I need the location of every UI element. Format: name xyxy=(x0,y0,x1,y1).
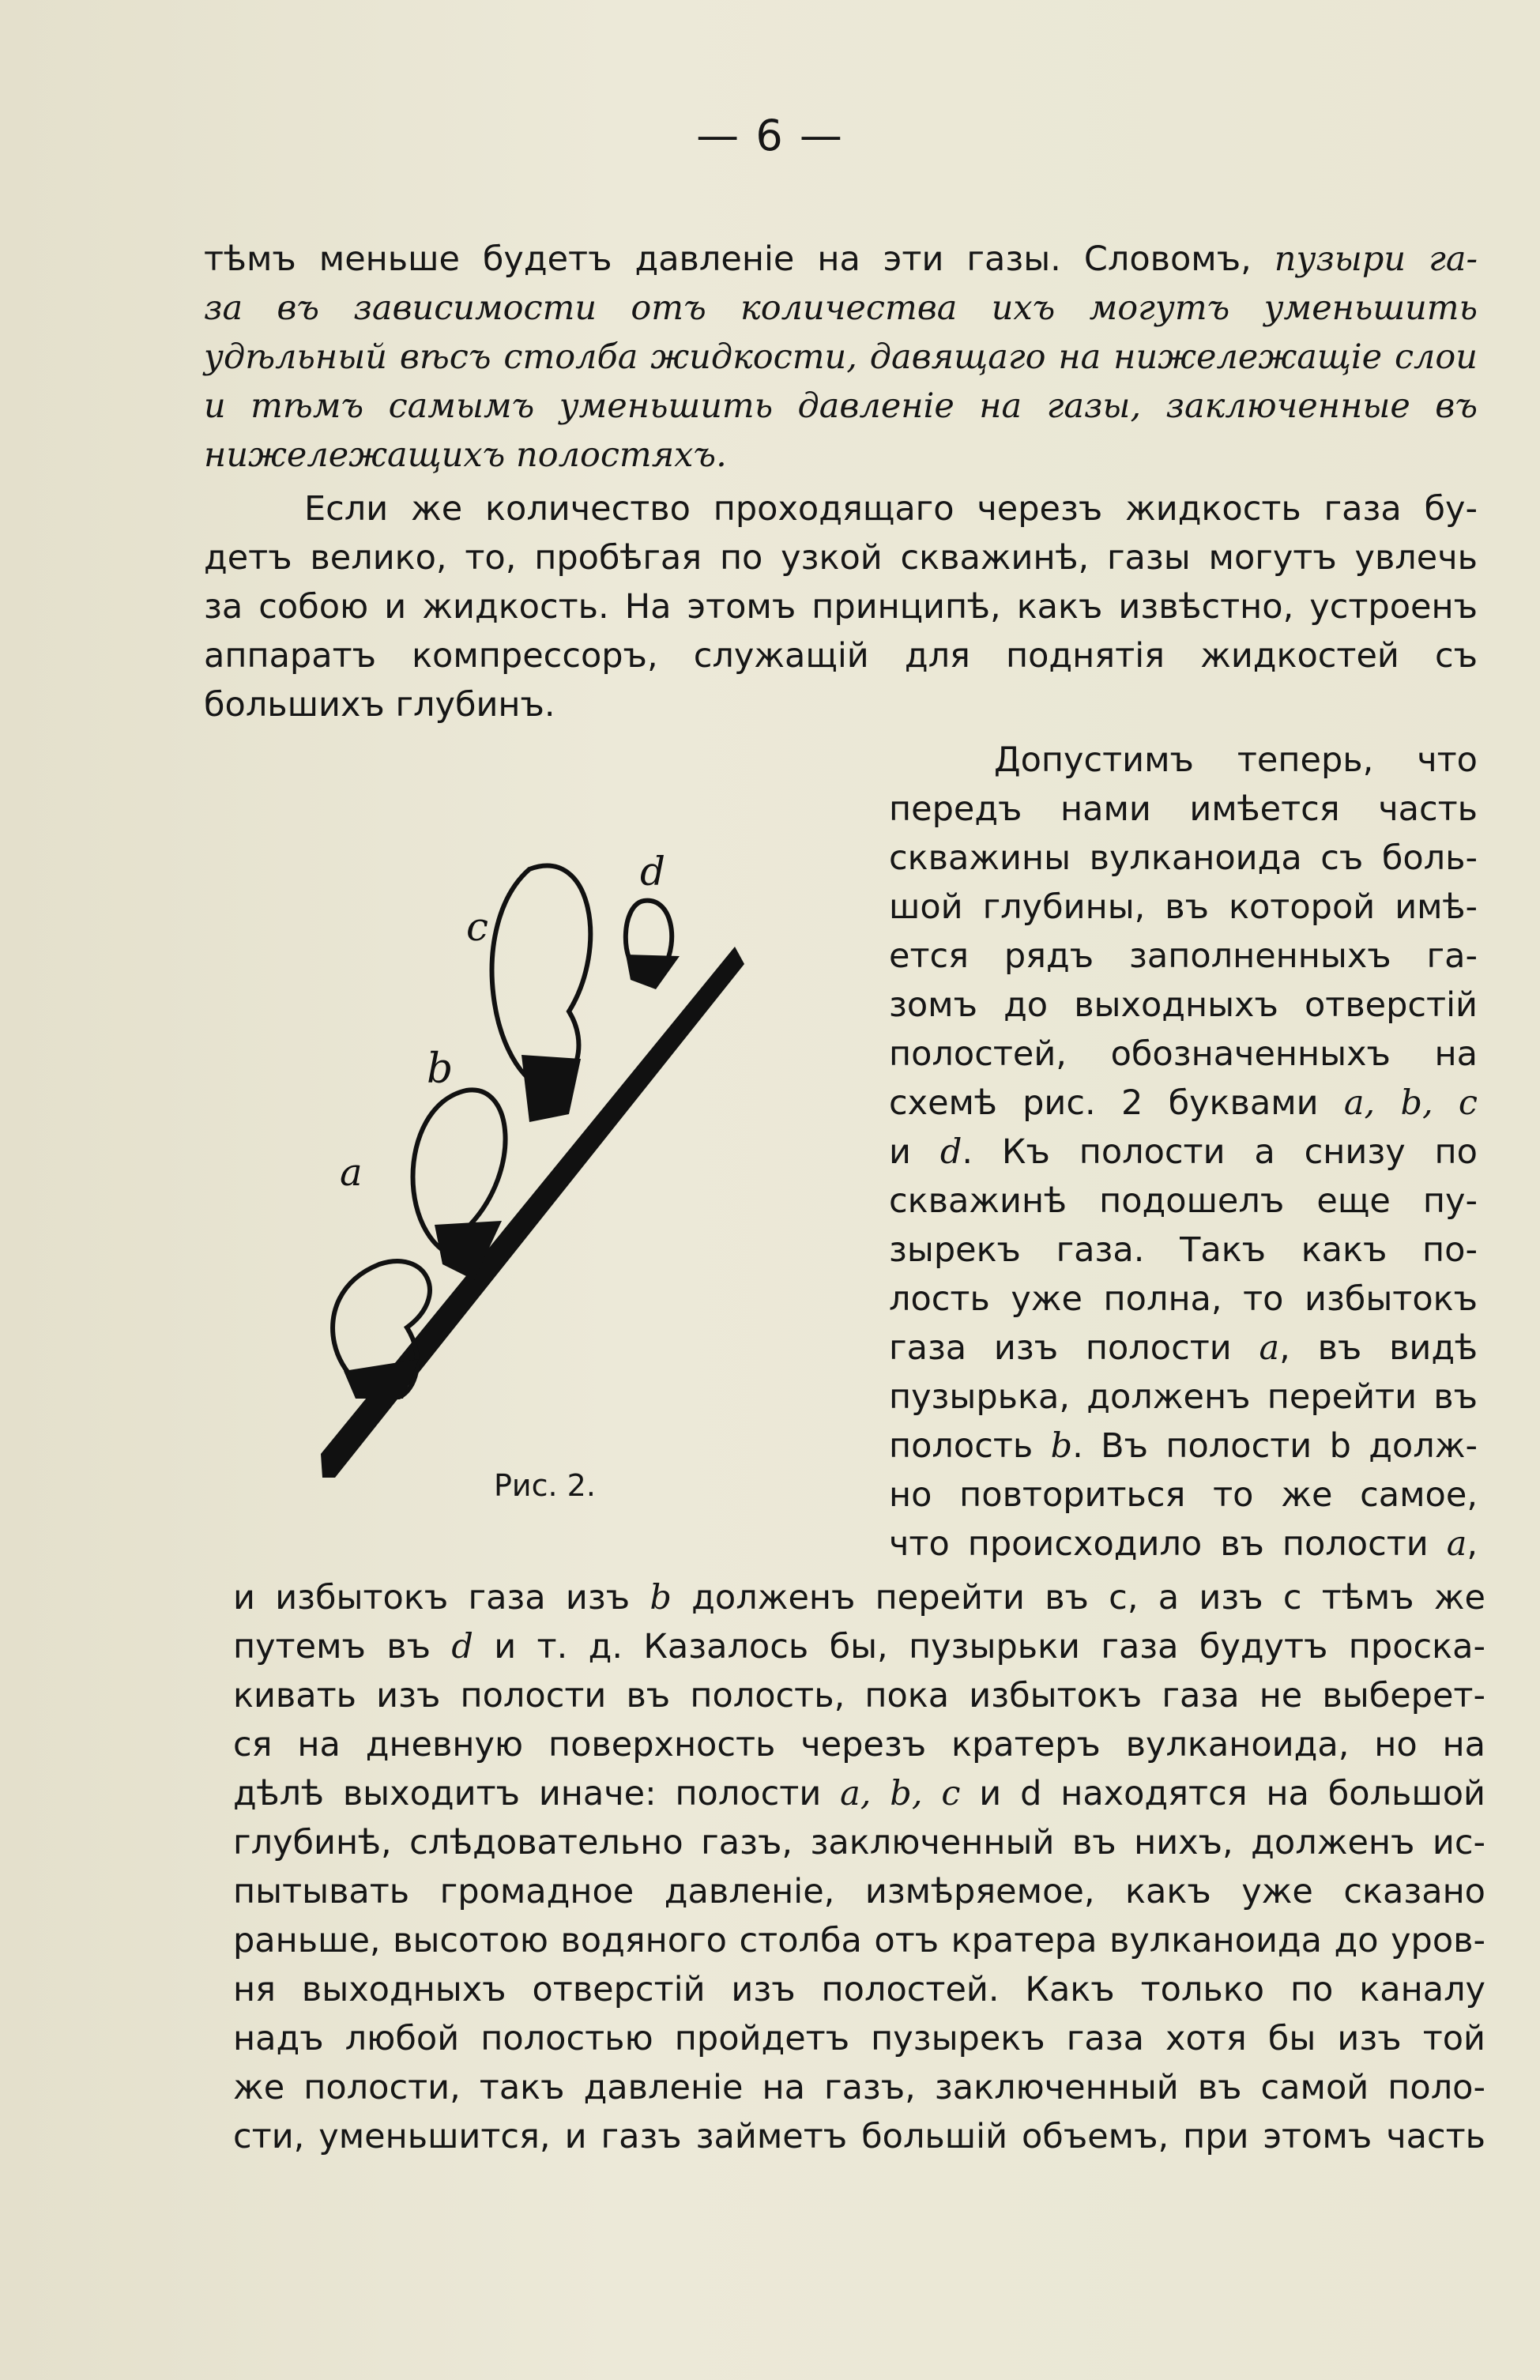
label-d: d xyxy=(640,853,666,894)
text-line xyxy=(889,1326,1478,1370)
text-run: полость xyxy=(889,1426,1051,1466)
text-run: кивать изъ полости въ полость, пока избытокъ газа не выберет- xyxy=(233,1676,1485,1715)
text-run: скважинѣ подошелъ еще пу- xyxy=(889,1181,1478,1221)
italic-run: a, b, c xyxy=(840,1774,961,1813)
text-run: но повториться то же самое, xyxy=(889,1475,1478,1515)
text-line xyxy=(233,1870,1485,1914)
text-run: . Къ полости a снизу по xyxy=(962,1132,1478,1172)
text-run: дѣлѣ выходитъ иначе: полости xyxy=(233,1774,841,1813)
text-run: , xyxy=(1467,1524,1478,1564)
text-run: пытывать громадное давленіе, измѣряемое, какъ уже сказано xyxy=(233,1872,1485,1911)
text-line xyxy=(204,335,1478,379)
text-run: ня выходныхъ отверстій изъ полостей. Какъ только по каналу xyxy=(233,1970,1485,2009)
text-line xyxy=(204,683,1478,727)
italic-run: a xyxy=(1259,1328,1280,1368)
text-run: . Въ полости b долж- xyxy=(1072,1426,1478,1466)
text-line xyxy=(204,585,1478,629)
text-line xyxy=(233,1625,1485,1669)
text-run: ется рядъ заполненныхъ га- xyxy=(889,936,1478,976)
text-line xyxy=(889,1228,1478,1272)
figure-cavities-diagram xyxy=(308,853,759,1478)
label-a: a xyxy=(340,1150,363,1195)
text-run: путемъ въ xyxy=(233,1627,452,1666)
text-run: зомъ до выходныхъ отверстій xyxy=(889,985,1478,1025)
text-line xyxy=(889,1473,1478,1517)
text-run: пузырька, долженъ перейти въ xyxy=(889,1377,1478,1417)
text-run: большихъ глубинъ. xyxy=(204,685,555,725)
italic-run: a, b, c xyxy=(1343,1083,1478,1123)
text-run: детъ велико, то, пробѣгая по узкой скважинѣ, газы могутъ увлечь xyxy=(204,538,1478,578)
text-line xyxy=(233,2115,1485,2159)
text-line xyxy=(204,384,1478,428)
page-number: — 6 — xyxy=(696,111,844,160)
text-line xyxy=(233,2017,1485,2061)
italic-run: за въ зависимости отъ количества ихъ могутъ уменьшить xyxy=(204,288,1478,328)
text-run: и избытокъ газа изъ xyxy=(233,1578,650,1617)
text-run: сти, уменьшится, и газъ займетъ большій объемъ, при этомъ часть xyxy=(233,2117,1485,2156)
text-line xyxy=(889,1375,1478,1419)
text-run: долженъ перейти въ c, а изъ c тѣмъ же xyxy=(671,1578,1485,1617)
text-run: Если же количество проходящаго черезъ жидкость газа бу- xyxy=(304,489,1478,529)
text-run: и т. д. Казалось бы, пузырьки газа будутъ проска- xyxy=(473,1627,1485,1666)
text-line xyxy=(889,787,1478,831)
italic-run: пузыри га- xyxy=(1274,239,1478,279)
text-run: за собою и жидкость. На этомъ принципѣ, какъ извѣстно, устроенъ xyxy=(204,587,1478,627)
text-line xyxy=(233,1919,1485,1963)
text-run: скважины вулканоида съ боль- xyxy=(889,838,1478,878)
italic-run: удѣльный вѣсъ столба жидкости, давящаго на нижележащіе слои xyxy=(204,337,1478,377)
text-line xyxy=(233,1576,1485,1620)
text-line xyxy=(204,433,1478,477)
italic-run: b xyxy=(1050,1426,1073,1466)
text-run: , въ видѣ xyxy=(1279,1328,1478,1368)
italic-run: b xyxy=(650,1578,672,1617)
text-line xyxy=(233,1772,1485,1816)
text-run: полостей, обозначенныхъ на xyxy=(889,1034,1478,1074)
text-run: передъ нами имѣется часть xyxy=(889,789,1478,829)
italic-run: d xyxy=(451,1627,473,1666)
label-c: c xyxy=(466,904,489,950)
text-line xyxy=(204,634,1478,678)
text-line xyxy=(204,286,1478,330)
cavity-c-liquid xyxy=(521,1055,581,1122)
text-line xyxy=(233,1723,1485,1767)
text-line xyxy=(204,536,1478,580)
text-line xyxy=(233,1968,1485,2012)
text-line xyxy=(889,934,1478,978)
text-run: тѣмъ меньше будетъ давленіе на эти газы. Словомъ, xyxy=(204,239,1275,279)
italic-run: a xyxy=(1446,1524,1467,1564)
text-run: газа изъ полости xyxy=(889,1328,1259,1368)
text-line xyxy=(233,2066,1485,2110)
label-b: b xyxy=(427,1045,454,1093)
text-run: схемѣ рис. 2 буквами xyxy=(889,1083,1344,1123)
text-run: глубинѣ, слѣдовательно газъ, заключенный въ нихъ, долженъ ис- xyxy=(233,1823,1485,1862)
text-run: аппаратъ компрессоръ, служащій для поднятія жидкостей съ xyxy=(204,636,1478,676)
text-run: и xyxy=(889,1132,940,1172)
text-line xyxy=(889,983,1478,1027)
text-line xyxy=(304,487,1478,531)
text-line xyxy=(889,836,1478,880)
text-run: надъ любой полостью пройдетъ пузырекъ газа хотя бы изъ той xyxy=(233,2019,1485,2058)
italic-run: d xyxy=(939,1132,962,1172)
figure-caption: Рис. 2. xyxy=(494,1468,596,1503)
text-run: и d находятся на большой xyxy=(960,1774,1485,1813)
text-run: же полости, такъ давленіе на газъ, заключенный въ самой поло- xyxy=(233,2068,1485,2107)
text-line xyxy=(889,1081,1478,1125)
text-line xyxy=(889,1277,1478,1321)
text-line xyxy=(994,738,1478,782)
text-run: шой глубины, въ которой имѣ- xyxy=(889,887,1478,927)
text-run: что происходило въ полости xyxy=(889,1524,1447,1564)
text-run: зырекъ газа. Такъ какъ по- xyxy=(889,1230,1478,1270)
text-line xyxy=(233,1674,1485,1718)
text-line xyxy=(204,237,1478,281)
text-run: Допустимъ теперь, что xyxy=(994,740,1478,780)
text-line xyxy=(889,1522,1478,1566)
text-line xyxy=(233,1821,1485,1865)
text-run: раньше, высотою водяного столба отъ кратера вулканоида до уров- xyxy=(233,1921,1485,1960)
text-line xyxy=(889,1130,1478,1174)
text-line xyxy=(889,1179,1478,1223)
text-line xyxy=(889,885,1478,929)
italic-run: и тѣмъ самымъ уменьшить давленіе на газы, заключенные въ xyxy=(204,386,1478,426)
text-run: ся на дневную поверхность черезъ кратеръ вулканоида, но на xyxy=(233,1725,1485,1764)
text-run: лость уже полна, то избытокъ xyxy=(889,1279,1478,1319)
italic-run: нижележащихъ полостяхъ. xyxy=(204,435,727,475)
text-line xyxy=(889,1032,1478,1076)
cavity-d-liquid xyxy=(626,955,680,989)
text-line xyxy=(889,1424,1478,1468)
